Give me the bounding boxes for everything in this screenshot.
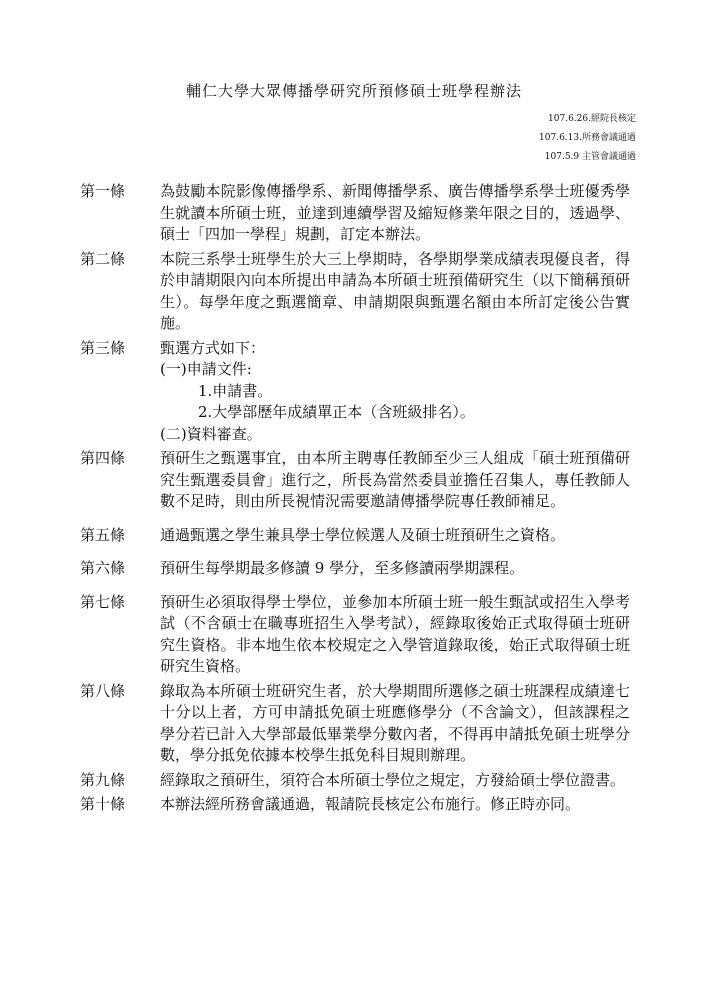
article-1 [80,181,640,246]
approval-date: 107.5.9 主管會議通過 [544,152,636,162]
article-list [80,181,640,819]
sub-item: 2.大學部歷年成績單正本（含班級排名）。 [198,403,475,421]
sub-clause: (二)資料審查。 [160,424,262,443]
sub-item: 1.申請書。 [198,381,273,400]
article-text: 預研生必須取得學士學位，並參加本所碩士班一般生甄試或招生入學考試（不含碩士在職專班招生入學考試），經錄取後始正式取得碩士班研究生資格。非本地生依本校規定之入學管道錄取後，始正式取得碩士班研究生資格。 [160,592,630,675]
article-text: 本院三系學士班學生於大三上學期時，各學期學業成績表現優良者，得於申請期限內向本所提出申請為本所碩士班預備研究生（以下簡稱預研生）。每學年度之甄選簡章、申請期限與甄選名額由本所訂定後公告實施。 [160,249,630,332]
article-text: 經錄取之預研生，須符合本所碩士學位之規定，方發給碩士學位證書。 [160,770,626,789]
article-9 [80,770,640,792]
sub-clause: (一)申請文件: [160,360,252,378]
article-4 [80,448,640,513]
article-label: 第八條 [80,681,126,700]
article-text: 通過甄選之學生兼具學士學位候選人及碩士班預研生之資格。 [160,525,566,544]
article-text: 甄選方式如下： [160,338,266,357]
article-10 [80,794,640,816]
article-8 [80,681,640,767]
article-6 [80,558,640,580]
article-label: 第三條 [80,338,126,357]
article-label: 第七條 [80,592,126,611]
article-label: 第十條 [80,795,126,813]
article-text: 為鼓勵本院影像傳播學系、新聞傳播學系、廣告傳播學系學士班優秀學生就讀本所碩士班，並達到連續學習及縮短修業年限之目的，透過學、碩士「四加一學程」規劃，訂定本辦法。 [160,182,630,243]
article-5 [80,525,640,547]
article-label: 第六條 [80,559,126,577]
article-label: 第四條 [80,449,126,467]
approval-date: 107.6.13.所務會議通過 [539,133,636,143]
article-text: 錄取為本所碩士班研究生者，於大學期間所選修之碩士班課程成績達七十分以上者，方可申請抵免碩士班應修學分（不含論文），但該課程之學分若已計入大學部最低畢業學分數內者，不得再申請抵免碩士班學分數，學分抵免依據本校學生抵免科目規則辦理。 [160,681,630,764]
article-7 [80,592,640,678]
article-label: 第五條 [80,525,126,544]
article-3 [80,338,640,446]
article-label: 第二條 [80,249,126,268]
article-label: 第一條 [80,182,126,200]
article-text: 本辦法經所務會議通過，報請院長核定公布施行。修正時亦同。 [160,795,581,813]
article-2 [80,249,640,335]
approval-date: 107.6.26.經院長核定 [548,114,636,124]
article-text: 預研生之甄選事宜，由本所主聘專任教師至少三人組成「碩士班預備研究生甄選委員會」進行之，所長為當然委員並擔任召集人，專任教師人數不足時，則由所長視情況需要邀請傳播學院專任教師補足。 [160,449,630,510]
article-label: 第九條 [80,770,126,789]
article-text: 預研生每學期最多修讀 9 學分，至多修讀兩學期課程。 [160,559,525,577]
document-title: 輔仁大學大眾傳播學研究所預修碩士班學程辦法 [185,82,522,100]
approval-dates [539,110,636,167]
